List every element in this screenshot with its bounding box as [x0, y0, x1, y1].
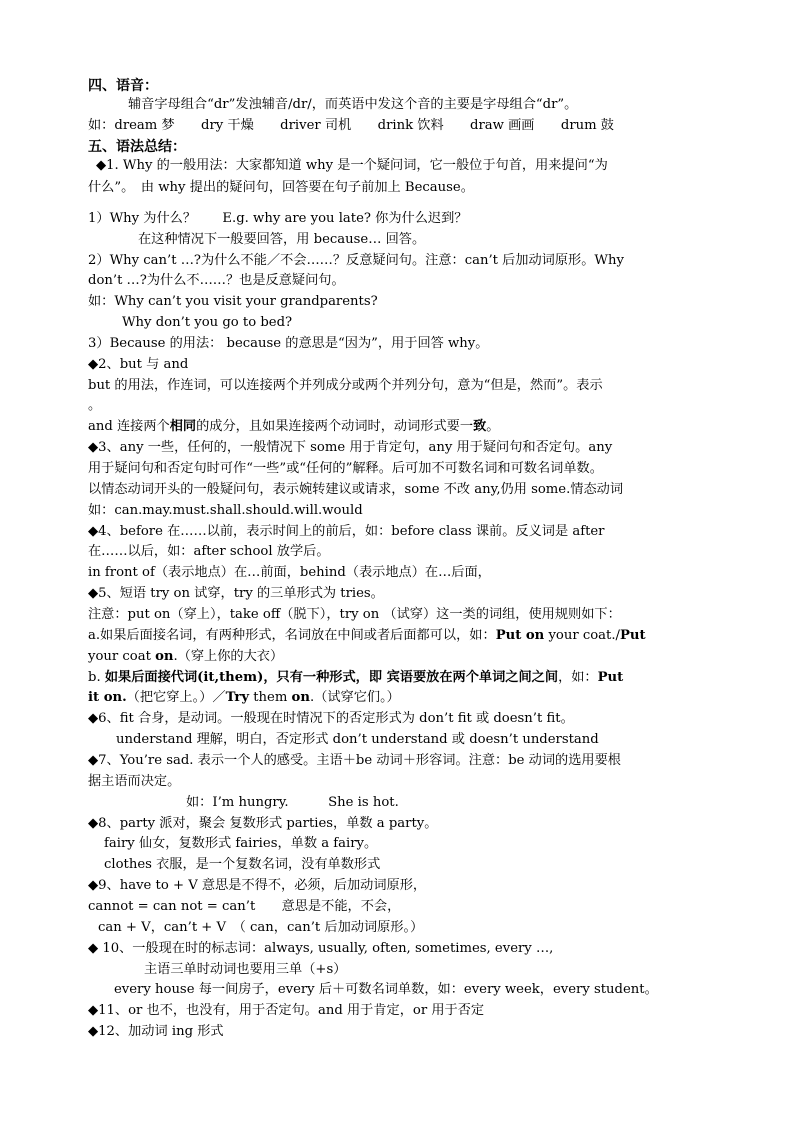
line: in front of（表示地点）在…前面，behind（表示地点）在…后面， [88, 565, 491, 580]
line: 主语三单时动词也要用三单（+s） [144, 962, 347, 977]
line: ◆12、加动词 ing 形式 [88, 1024, 224, 1039]
line: 什么”。 由 why 提出的疑问句，回答要在句子前加上 Because。 [88, 180, 474, 195]
line: clothes 衣服，是一个复数名词，没有单数形式 [104, 857, 381, 872]
line: a.如果后面接名词，有两种形式，名词放在中间或者后面都可以，如：Put on your coat./Put [88, 628, 646, 643]
line: ◆1. Why 的一般用法：大家都知道 why 是一个疑问词，它一般位于句首，用来提问“为 [96, 158, 608, 173]
line: fairy 仙女，复数形式 fairies，单数 a fairy。 [104, 836, 378, 851]
line: ◆5、短语 try on 试穿，try 的三单形式为 tries。 [88, 586, 384, 601]
line: but 的用法，作连词，可以连接两个并列成分或两个并列分句，意为“但是，然而”。表示 [88, 378, 603, 393]
section-4-examples: 如：dream 梦 dry 干燥 driver 司机 drink 饮料 draw 画画 drum 鼓 [88, 118, 614, 133]
section-4-title: 四、语音： [88, 78, 158, 94]
line: b. 如果后面接代词(it,them)，只有一种形式，即 宾语要放在两个单词之间之间，如：Put [88, 670, 624, 685]
line: every house 每一间房子，every 后＋可数名词单数，如：every week，every student。 [114, 982, 658, 997]
line: ◆2、but 与 and [88, 357, 189, 372]
line: 用于疑问句和否定句时可作“一些”或“任何的”解释。后可加不可数名词和可数名词单数。 [88, 461, 603, 476]
line: 如：Why can’t you visit your grandparents? [88, 294, 378, 309]
line: cannot = can not = can’t 意思是不能，不会， [88, 899, 401, 914]
line: 1）Why 为什么？ E.g. why are you late? 你为什么迟到？ [88, 211, 468, 226]
line: 据主语而决定。 [88, 774, 181, 789]
line: ◆6、fit 合身，是动词。一般现在时情况下的否定形式为 don’t fit 或 doesn’t fit。 [88, 711, 574, 726]
line: 以情态动词开头的一般疑问句，表示婉转建议或请求，some 不改 any,仍用 some.情态动词 [88, 482, 624, 497]
line: 注意：put on（穿上），take off（脱下），try on （试穿）这一类的词组，使用规则如下： [88, 607, 621, 622]
line: ◆11、or 也不，也没有，用于否定句。and 用于肯定，or 用于否定 [88, 1003, 485, 1018]
line: 在这种情况下一般要回答，用 because… 回答。 [138, 232, 426, 247]
section-4-intro: 辅音字母组合“dr”发浊辅音/dr/，而英语中发这个音的主要是字母组合“dr”。 [128, 97, 578, 112]
line: can + V，can’t + V （ can，can’t 后加动词原形。） [98, 920, 424, 935]
line: ◆ 10、一般现在时的标志词：always, usually, often, sometimes, every …, [88, 941, 554, 956]
line: 2）Why can’t …?为什么不能／不会……？反意疑问句。注意：can’t 后加动词原形。Why [88, 253, 624, 268]
line: it on.（把它穿上。）／Try them on.（试穿它们。） [88, 690, 400, 705]
line: Why don’t you go to bed? [122, 315, 293, 330]
line: ◆4、before 在……以前，表示时间上的前后，如：before class 课前。反义词是 after [88, 524, 605, 539]
line: your coat on.（穿上你的大衣） [88, 649, 284, 664]
line: 。 [88, 398, 102, 413]
line: ◆3、any 一些，任何的，一般情况下 some 用于肯定句，any 用于疑问句和否定句。any [88, 440, 613, 455]
line: 3）Because 的用法： because 的意思是“因为”，用于回答 why。 [88, 336, 489, 351]
line: and 连接两个相同的成分，且如果连接两个动词时，动词形式要一致。 [88, 419, 500, 434]
line: ◆8、party 派对，聚会 复数形式 parties，单数 a party。 [88, 816, 438, 831]
line: ◆9、have to + V 意思是不得不，必须，后加动词原形， [88, 878, 427, 893]
line: ◆7、You’re sad. 表示一个人的感受。主语＋be 动词＋形容词。注意：be 动词的选用要根 [88, 753, 621, 768]
section-5-title: 五、语法总结： [88, 139, 186, 155]
line: 在……以后，如：after school 放学后。 [88, 544, 330, 559]
line: understand 理解，明白，否定形式 don’t understand 或 doesn’t understand [116, 732, 599, 747]
line: don’t …?为什么不……？也是反意疑问句。 [88, 273, 345, 288]
line: 如：I’m hungry. She is hot. [186, 795, 399, 810]
line: 如：can.may.must.shall.should.will.would [88, 503, 363, 518]
